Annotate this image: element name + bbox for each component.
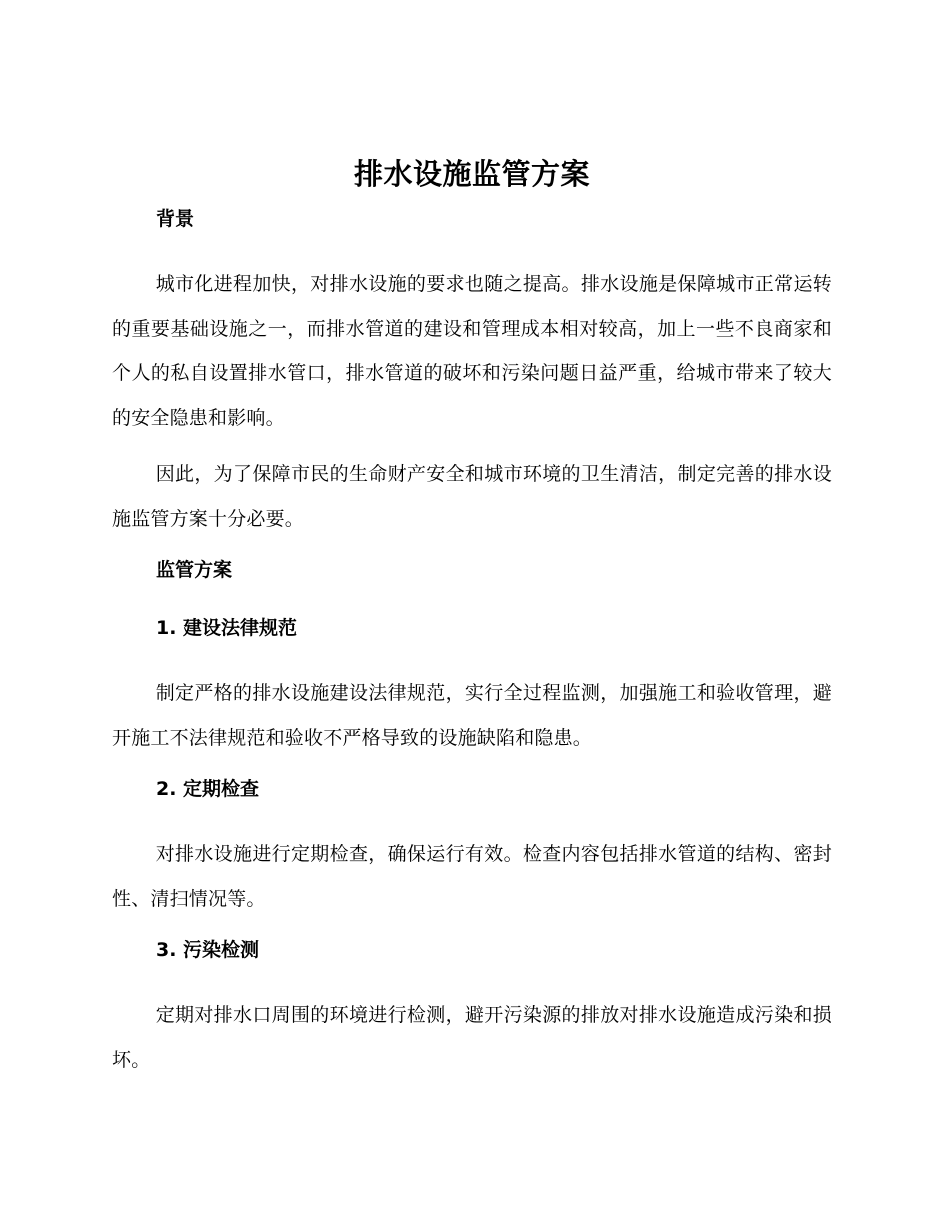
spacer — [112, 921, 832, 935]
section-body-3: 定期对排水口周围的环境进行检测，避开污染源的排放对排水设施造成污染和损坏。 — [112, 1004, 832, 1071]
spacer — [112, 760, 832, 774]
document-page — [112, 150, 832, 1082]
spacer — [112, 643, 832, 671]
spacer — [112, 965, 832, 993]
section-heading-1: 1. 建设法律规范 — [156, 617, 298, 639]
section-body-1: 制定严格的排水设施建设法律规范，实行全过程监测，加强施工和验收管理，避开施工不法律规范和验收不严格导致的设施缺陷和隐患。 — [112, 682, 832, 749]
background-paragraph-2: 因此，为了保障市民的生命财产安全和城市环境的卫生清洁，制定完善的排水设施监管方案十分必要。 — [112, 463, 832, 530]
background-heading: 背景 — [156, 208, 195, 230]
spacer — [112, 234, 832, 262]
background-paragraph-1: 城市化进程加快，对排水设施的要求也随之提高。排水设施是保障城市正常运转的重要基础设施之一，而排水管道的建设和管理成本相对较高，加上一些不良商家和个人的私自设置排水管口，排水管道的破坏和污染问题日益严重，给城市带来了较大的安全隐患和影响。 — [112, 273, 832, 429]
spacer — [112, 440, 832, 452]
section-body-2: 对排水设施进行定期检查，确保运行有效。检查内容包括排水管道的结构、密封性、清扫情况等。 — [112, 843, 832, 910]
spacer — [112, 804, 832, 832]
section-heading-3: 3. 污染检测 — [156, 939, 260, 961]
section-heading-2: 2. 定期检查 — [156, 778, 260, 800]
spacer — [112, 585, 832, 613]
spacer — [112, 541, 832, 555]
plan-heading: 监管方案 — [156, 559, 233, 581]
document-title: 排水设施监管方案 — [353, 157, 590, 191]
